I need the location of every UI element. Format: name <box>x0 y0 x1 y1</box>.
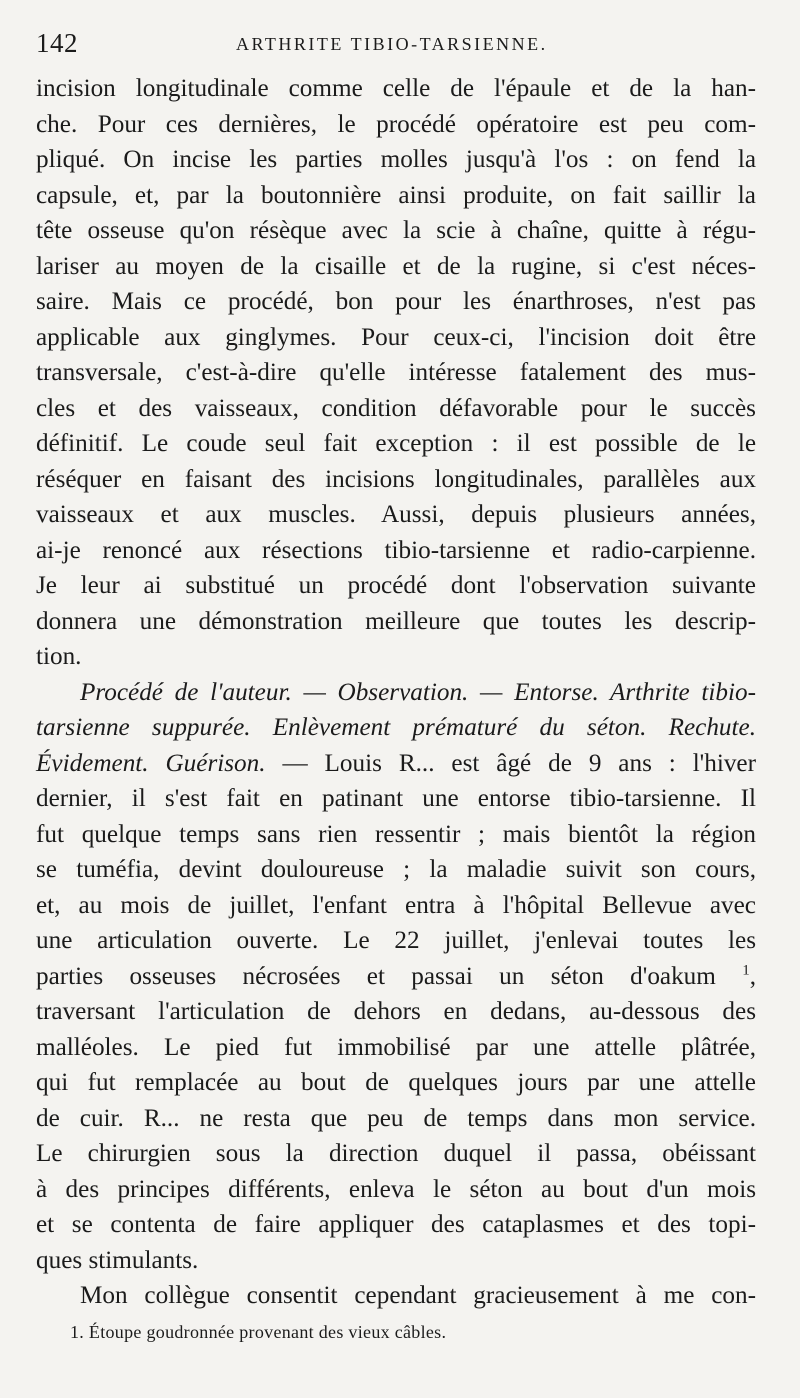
text-line: et se contenta de faire appliquer des cataplasmes et des topi- <box>36 1211 756 1238</box>
oakum-tail: , <box>749 962 757 990</box>
observation-heading-italic: Évidement. Guérison. <box>36 749 266 777</box>
text-line: à des principes différents, enleva le séton au bout d'un mois <box>36 1175 756 1203</box>
text-line: ai-je renoncé aux résections tibio-tarsienne et radio-carpienne. <box>36 536 756 564</box>
running-title: ARTHRITE TIBIO-TARSIENNE. <box>236 34 548 54</box>
observation-heading-line <box>36 746 756 782</box>
observation-heading-line: tarsienne suppurée. Enlèvement prématuré du séton. Rechute. <box>36 714 756 741</box>
footnote-marker: 1 <box>742 962 750 979</box>
text-line-with-footnote-ref <box>36 959 756 995</box>
text-line: tion. <box>36 643 82 670</box>
text-line: fut quelque temps sans rien ressentir ; mais bientôt la région <box>36 820 756 848</box>
text-line: et, au mois de juillet, l'enfant entra à l'hôpital Bellevue avec <box>36 891 756 919</box>
text-line: réséquer en faisant des incisions longitudinales, parallèles aux <box>36 465 756 493</box>
text-line: incision longitudinale comme celle de l'épaule et de la han- <box>36 75 756 102</box>
text-line: une articulation ouverte. Le 22 juillet, j'enlevai toutes les <box>36 927 756 954</box>
text-line: définitif. Le coude seul fait exception : il est possible de le <box>36 430 756 457</box>
observation-heading-line: Procédé de l'auteur. — Observation. — Entorse. Arthrite tibio- <box>80 678 756 706</box>
text-line: transversale, c'est-à-dire qu'elle intéresse fatalement des mus- <box>36 359 756 386</box>
text-line: Le chirurgien sous la direction duquel il passa, obéissant <box>36 1140 756 1167</box>
footnote: 1. Étoupe goudronnée provenant des vieux câbles. <box>70 1322 447 1342</box>
text-line: traversant l'articulation de dehors en dedans, au-dessous des <box>36 998 756 1025</box>
body-text <box>36 71 756 1314</box>
text-line: dernier, il s'est fait en patinant une entorse tibio-tarsienne. Il <box>36 785 756 812</box>
observation-text: — Louis R... est âgé de 9 ans : l'hiver <box>265 749 756 777</box>
text-line: capsule, et, par la boutonnière ainsi produite, on fait saillir la <box>36 181 756 209</box>
text-line: che. Pour ces dernières, le procédé opératoire est peu com- <box>36 110 756 138</box>
text-line: pliqué. On incise les parties molles jusqu'à l'os : on fend la <box>36 146 756 173</box>
oakum-text: parties osseuses nécrosées et passai un séton d'oakum <box>36 962 716 990</box>
text-line: malléoles. Le pied fut immobilisé par une attelle plâtrée, <box>36 1033 756 1061</box>
text-line: vaisseaux et aux muscles. Aussi, depuis plusieurs années, <box>36 501 756 528</box>
text-line: donnera une démonstration meilleure que toutes les descrip- <box>36 607 756 635</box>
text-line: Je leur ai substitué un procédé dont l'observation suivante <box>36 572 756 599</box>
page-number: 142 <box>36 28 78 58</box>
text-line: qui fut remplacée au bout de quelques jours par une attelle <box>36 1069 756 1096</box>
text-line: lariser au moyen de la cisaille et de la rugine, si c'est néces- <box>36 252 756 280</box>
text-line: de cuir. R... ne resta que peu de temps dans mon service. <box>36 1104 756 1132</box>
text-line: tête osseuse qu'on résèque avec la scie à chaîne, quitte à régu- <box>36 217 756 244</box>
text-line: cles et des vaisseaux, condition défavorable pour le succès <box>36 394 756 422</box>
text-line: saire. Mais ce procédé, bon pour les énarthroses, n'est pas <box>36 288 756 315</box>
text-line: ques stimulants. <box>36 1246 199 1274</box>
text-line: Mon collègue consentit cependant gracieusement à me con- <box>80 1282 756 1309</box>
text-line: se tuméfia, devint douloureuse ; la maladie suivit son cours, <box>36 856 756 883</box>
text-line: applicable aux ginglymes. Pour ceux-ci, l'incision doit être <box>36 323 756 351</box>
page-header <box>36 28 760 68</box>
